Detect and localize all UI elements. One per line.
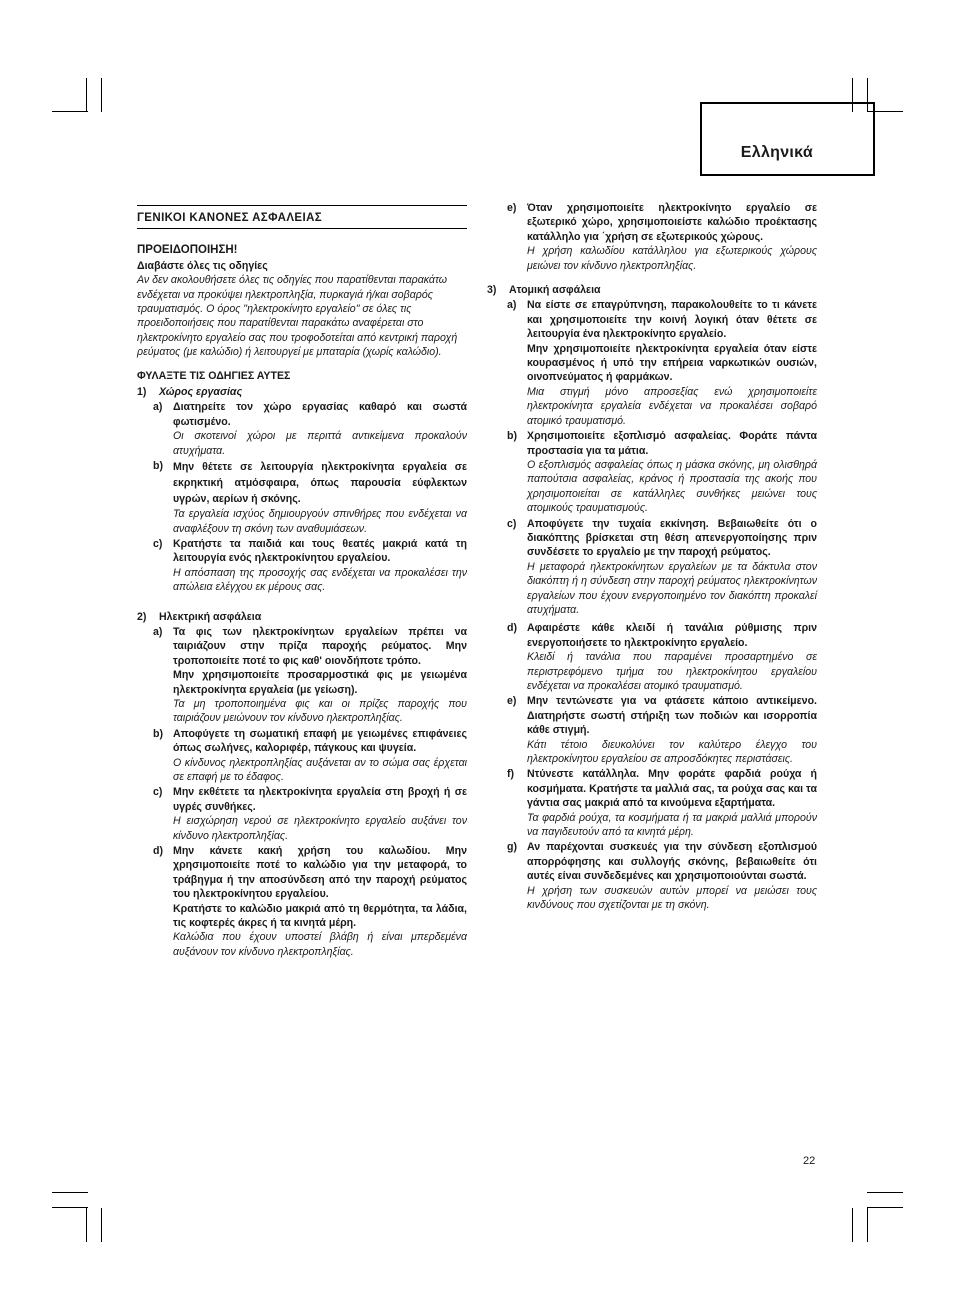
crop-mark xyxy=(852,1208,853,1242)
item-label: b) xyxy=(153,460,163,473)
crop-mark xyxy=(867,1208,868,1242)
section-title-2: Ηλεκτρική ασφάλεια xyxy=(159,610,262,623)
list-item xyxy=(487,429,817,515)
list-item xyxy=(137,844,467,959)
item-bold-text: Μην χρησιμοποιείτε προσαρμοστικά φις με γειωμένα ηλεκτροκίνητα εργαλεία (με γείωση). xyxy=(173,669,467,696)
section-number: 1) xyxy=(137,386,147,399)
item-italic-text: Η εισχώρηση νερού σε ηλεκτροκίνητο εργαλείο αυξάνει τον κίνδυνο ηλεκτροπληξίας. xyxy=(173,815,467,842)
crop-mark xyxy=(867,1207,903,1208)
item-bold-text: Ντύνεστε κατάλληλα. Μην φοράτε φαρδιά ρούχα ή κοσμήματα. Κρατήστε τα μαλλιά σας, τα ρούχα σας και τα γάντια σας μακριά από τα κινούμενα εξαρτήματα. xyxy=(527,768,817,810)
item-bold-text: Μην θέτετε σε λειτουργία ηλεκτροκίνητα εργαλεία σε εκρηκτική ατμόσφαιρα, όπως παρουσία εύφλεκτων υγρών, αερίων ή σκόνης. xyxy=(173,461,467,506)
crop-mark xyxy=(101,1208,102,1242)
item-label: c) xyxy=(153,786,163,799)
item-bold-text: Αποφύγετε την τυχαία εκκίνηση. Βεβαιωθείτε ότι ο διακόπτης βρίσκεται στη θέση απενεργοποίησης πριν συνδέσετε το εργαλείο με την παροχή ρεύματος. xyxy=(527,517,817,559)
list-item xyxy=(137,459,467,536)
item-label: f) xyxy=(507,768,515,781)
list-item xyxy=(487,621,817,693)
item-label: g) xyxy=(507,841,517,854)
list-item xyxy=(137,625,467,726)
item-label: d) xyxy=(153,845,163,858)
item-bold-text: Αφαιρέστε κάθε κλειδί ή τανάλια ρύθμισης πριν ενεργοποιήσετε το ηλεκτροκίνητο εργαλείο. xyxy=(527,622,817,649)
list-item xyxy=(487,517,817,618)
item-bold-text: Τα φις των ηλεκτροκίνητων εργαλείων πρέπει να ταιριάζουν στην πρίζα παροχής ρεύματος. Μην τροποποιείτε ποτέ το φις καθ' οιονδήποτε τρόπο. xyxy=(173,625,467,667)
item-label: a) xyxy=(153,625,163,638)
list-item xyxy=(487,694,817,766)
warning-heading: ΠΡΟΕΙΔΟΠΟΙΗΣΗ! xyxy=(137,244,238,257)
item-bold-text: Χρησιμοποιείτε εξοπλισμό ασφαλείας. Φοράτε πάντα προστασία για τα μάτια. xyxy=(527,430,817,457)
item-italic-text: Η χρήση των συσκευών αυτών μπορεί να μειώσει τους κινδύνους που σχετίζονται με τη σκόνη. xyxy=(527,884,817,912)
keep-instructions-heading: ΦΥΛΑΞΤΕ ΤΙΣ ΟΔΗΓΙΕΣ ΑΥΤΕΣ xyxy=(137,369,291,382)
personal-safety-heading xyxy=(487,283,817,297)
work-area-heading xyxy=(137,385,467,399)
item-italic-text: Τα φαρδιά ρούχα, τα κοσμήματα ή τα μακριά μαλλιά μπορούν να παγιδευτούν από τα κινητά μέρη. xyxy=(527,811,817,839)
section-title: ΓΕΝΙΚΟΙ ΚΑΝΟΝΕΣ ΑΣΦΑΛΕΙΑΣ xyxy=(137,205,467,229)
item-label: e) xyxy=(507,202,517,214)
item-italic-text: Ο εξοπλισμός ασφαλείας όπως η μάσκα σκόνης, μη ολισθηρά παπούτσια ασφαλείας, κράνος ή προστασία της ακοής που χρησιμοποιείται σε κατάλληλες συνθήκες μειώνει τους ατομικούς τραυματισμούς. xyxy=(527,458,817,515)
item-italic-text: Καλώδια που έχουν υποστεί βλάβη ή είναι μπερδεμένα αυξάνουν τον κίνδυνο ηλεκτροπληξίας. xyxy=(173,931,467,958)
item-bold-text: Κρατήστε τα παιδιά και τους θεατές μακριά κατά τη λειτουργία ενός ηλεκτροκίνητου εργαλείου. xyxy=(173,537,467,565)
read-all-heading: Διαβάστε όλες τις οδηγίες xyxy=(137,259,268,272)
list-item xyxy=(487,201,817,273)
crop-mark xyxy=(52,111,88,112)
item-italic-text: Τα εργαλεία ισχύος δημιουργούν σπινθήρες που ενδέχεται να αναφλέξουν τη σκόνη των αναθυμιάσεων. xyxy=(173,508,467,535)
item-bold-text: Κρατήστε το καλώδιο μακριά από τη θερμότητα, τα λάδια, τις κοφτερές άκρες ή τα κινητά μέρη. xyxy=(173,902,467,930)
language-tab xyxy=(700,102,875,176)
section-title-3: Ατομική ασφάλεια xyxy=(509,284,601,297)
language-label: Ελληνικά xyxy=(740,144,813,161)
item-label: e) xyxy=(507,695,517,708)
crop-mark xyxy=(867,1192,903,1193)
item-bold-text: Όταν χρησιμοποιείτε ηλεκτροκίνητο εργαλείο σε εξωτερικό χώρο, χρησιμοποιείστε καλώδιο προέκτασης κατάλληλο για ΄χρήση σε εξωτερικούς χώρους. xyxy=(527,202,817,243)
item-bold-text: Μην τεντώνεστε για να φτάσετε κάποιο αντικείμενο. Διατηρήστε σωστή στήριξη των ποδιών και ισορροπία κάθε στιγμή. xyxy=(527,695,817,737)
item-italic-text: Η χρήση καλωδίου κατάλληλου για εξωτερικούς χώρους μειώνει τον κίνδυνο ηλεκτροπληξίας. xyxy=(527,245,817,272)
electrical-safety-heading xyxy=(137,610,467,624)
left-column xyxy=(137,200,467,959)
item-bold-text: Μην χρησιμοποιείτε ηλεκτροκίνητα εργαλεία όταν είστε κουρασμένος ή υπό την επήρεια ναρκωτικών ουσιών, οινοπνεύματος ή φαρμάκων. xyxy=(527,342,817,384)
crop-mark xyxy=(101,78,102,112)
item-label: c) xyxy=(153,537,163,550)
item-bold-text: Μην εκθέτετε τα ηλεκτροκίνητα εργαλεία στη βροχή ή σε υγρές συνθήκες. xyxy=(173,786,467,813)
item-bold-text: Αν παρέχονται συσκευές για την σύνδεση εξοπλισμού απορρόφησης και συλλογής σκόνης, βεβαιωθείτε ότι αυτές είναι συνδεδεμένες και χρησιμοποιούνται σωστά. xyxy=(527,841,817,883)
item-italic-text: Τα μη τροποποιημένα φις και οι πρίζες παροχής που ταιριάζουν μειώνουν τον κίνδυνο ηλεκτροπληξίας. xyxy=(173,697,467,725)
section-number: 2) xyxy=(137,610,147,623)
item-label: d) xyxy=(507,622,517,635)
item-label: a) xyxy=(507,299,517,312)
list-item xyxy=(487,298,817,428)
item-bold-text: Αποφύγετε τη σωματική επαφή με γειωμένες επιφάνειες όπως σωλήνες, καλοριφέρ, πάγκους και ψυγεία. xyxy=(173,727,467,755)
list-item xyxy=(137,537,467,595)
item-italic-text: Η μεταφορά ηλεκτροκίνητων εργαλείων με τα δάκτυλα στον διακόπτη ή η σύνδεση στην παροχή ρεύματος ηλεκτροκίνητων εργαλείων που έχουν ενεργοποιημένο τον διακόπτη προκαλεί ατυχήματα. xyxy=(527,560,817,616)
list-item xyxy=(137,400,467,458)
item-label: b) xyxy=(507,430,517,443)
item-bold-text: Μην κάνετε κακή χρήση του καλωδίου. Μην χρησιμοποιείτε ποτέ το καλώδιο για την μεταφορά, το τράβηγμα ή την αποσύνδεση από την παροχή ρεύματος του ηλεκτροκίνητου εργαλείου. xyxy=(173,845,467,901)
page-number: 22 xyxy=(803,1155,816,1167)
crop-mark xyxy=(52,1207,88,1208)
crop-mark xyxy=(86,78,87,112)
list-item xyxy=(137,785,467,843)
item-italic-text: Μια στιγμή μόνο απροσεξίας ενώ χρησιμοποιείτε ηλεκτροκίνητα εργαλεία ενδέχεται να προκαλέσει σοβαρό ατομικό τραυματισμό. xyxy=(527,385,817,427)
right-column xyxy=(487,200,817,913)
crop-mark xyxy=(86,1208,87,1242)
list-item xyxy=(137,727,467,785)
item-italic-text: Η απόσπαση της προσοχής σας ενδέχεται να προκαλέσει την απώλεια ελέγχου εκ μέρους σας. xyxy=(173,566,467,594)
item-label: a) xyxy=(153,401,163,414)
item-bold-text: Να είστε σε επαγρύπνηση, παρακολουθείτε το τι κάνετε και χρησιμοποιείτε την κοινή λογική όταν θέτετε σε λειτουργία ένα ηλεκτροκίνητο εργαλείο. xyxy=(527,299,817,341)
item-italic-text: Οι σκοτεινοί χώροι με περιττά αντικείμενα προκαλούν ατυχήματα. xyxy=(173,430,467,457)
section-title-1: Χώρος εργασίας xyxy=(159,386,243,399)
item-label: b) xyxy=(153,727,163,740)
list-item xyxy=(487,840,817,912)
item-italic-text: Κλειδί ή τανάλια που παραμένει προσαρτημένο σε περιστρεφόμενο τμήμα του ηλεκτροκίνητου εργαλείου ενδέχεται να προκαλέσει ατομικό τραυματισμό. xyxy=(527,651,817,692)
list-item xyxy=(487,767,817,839)
item-label: c) xyxy=(507,517,517,530)
item-italic-text: Κάτι τέτοιο διευκολύνει τον καλύτερο έλεγχο του ηλεκτροκίνητου εργαλείου σε απροσδόκητες περιστάσεις. xyxy=(527,738,817,766)
intro-text: Αν δεν ακολουθήσετε όλες τις οδηγίες που παρατίθενται παρακάτω ενδέχεται να προκύψει ηλεκτροπληξία, πυρκαγιά ή/και σοβαρός τραυματισμός. Ο όρος "ηλεκτροκίνητο εργαλείο" σε όλες τις προειδοποιήσεις που παρατίθενται παρακάτω αναφέρεται στο ηλεκτροκίνητο εργαλείο σας που τροφοδοτείται από κεντρική παροχή ρεύματος (με καλώδιο) ή λειτουργεί με μπαταρία (χωρίς καλώδιο). xyxy=(137,274,458,359)
item-italic-text: Ο κίνδυνος ηλεκτροπληξίας αυξάνεται αν το σώμα σας έρχεται σε επαφή με το έδαφος. xyxy=(173,756,467,783)
item-bold-text: Διατηρείτε τον χώρο εργασίας καθαρό και σωστά φωτισμένο. xyxy=(173,401,467,428)
section-number: 3) xyxy=(487,284,497,297)
crop-mark xyxy=(52,1192,88,1193)
